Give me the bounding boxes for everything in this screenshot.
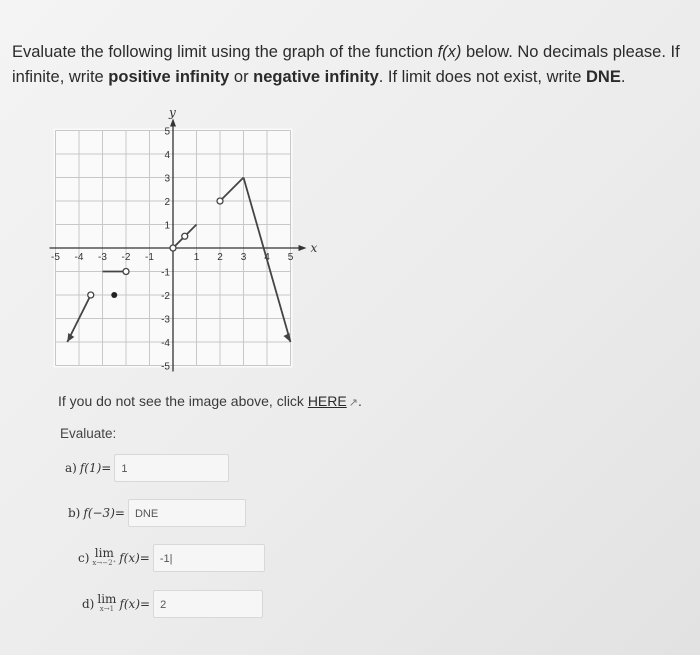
item-d bbox=[82, 590, 263, 618]
item-prefix: c) bbox=[78, 551, 90, 565]
question-part: below. No decimals please. If infinite, write bbox=[12, 43, 680, 86]
missing-image-notice bbox=[58, 393, 362, 409]
function-name: f(x) bbox=[437, 43, 462, 61]
x-tick-label: 4 bbox=[264, 252, 270, 263]
positive-infinity-term: positive infinity bbox=[108, 68, 230, 86]
x-axis-label: x bbox=[310, 241, 318, 255]
lim-subscript: x→−2⁺ bbox=[92, 559, 117, 567]
x-tick-label: -3 bbox=[98, 252, 107, 263]
external-link-icon: ↗ bbox=[348, 397, 358, 409]
item-a bbox=[65, 454, 229, 482]
open-point bbox=[88, 292, 94, 298]
y-tick-label: -1 bbox=[161, 267, 170, 279]
x-tick-label: 2 bbox=[217, 252, 223, 263]
x-tick-label: -1 bbox=[145, 252, 154, 263]
lim-symbol: lim bbox=[97, 592, 117, 606]
item-expression: f(x)= bbox=[119, 551, 150, 565]
x-axis-arrow bbox=[299, 245, 307, 251]
answer-field-a[interactable]: 1 bbox=[114, 454, 229, 482]
lim-symbol: lim bbox=[94, 546, 114, 560]
dne-term: DNE bbox=[586, 68, 621, 86]
item-prefix: d) bbox=[82, 597, 95, 611]
item-expression: f(−3)= bbox=[83, 506, 125, 520]
y-tick-label: 1 bbox=[164, 220, 170, 232]
x-tick-label: -4 bbox=[74, 252, 84, 263]
y-tick-label: -2 bbox=[161, 291, 170, 302]
item-b bbox=[68, 499, 246, 527]
y-axis-label: y bbox=[169, 105, 176, 120]
y-tick-label: 5 bbox=[164, 126, 170, 138]
notice-end: . bbox=[357, 393, 362, 409]
notice-text: If you do not see the image above, click bbox=[58, 393, 308, 409]
question-part: . If limit does not exist, write bbox=[378, 68, 586, 86]
item-prefix: a) bbox=[65, 461, 77, 475]
item-prefix: b) bbox=[68, 506, 81, 520]
function-graph bbox=[48, 98, 328, 378]
y-tick-label: 3 bbox=[164, 173, 170, 185]
x-tick-label: 3 bbox=[240, 252, 247, 263]
x-tick-label: -5 bbox=[51, 252, 60, 263]
closed-point bbox=[111, 292, 117, 298]
evaluate-label: Evaluate: bbox=[60, 426, 117, 441]
open-point bbox=[123, 269, 129, 275]
y-tick-label: -4 bbox=[161, 338, 170, 349]
x-tick-label: 5 bbox=[287, 252, 294, 263]
question-part: . bbox=[620, 68, 626, 86]
lim-subscript: x→1 bbox=[99, 605, 115, 613]
open-point bbox=[182, 233, 188, 239]
item-expression: f(x)= bbox=[119, 597, 151, 611]
answer-field-c[interactable]: -1| bbox=[153, 544, 265, 572]
y-axis-arrow bbox=[170, 119, 176, 127]
y-tick-label: -5 bbox=[161, 361, 170, 373]
question-text bbox=[12, 40, 700, 90]
negative-infinity-term: negative infinity bbox=[253, 68, 379, 86]
question-part: Evaluate the following limit using the graph of the function bbox=[12, 43, 438, 61]
x-tick-label: 1 bbox=[193, 252, 200, 263]
here-link[interactable]: HERE bbox=[307, 393, 347, 409]
x-tick-label: -2 bbox=[121, 252, 131, 263]
item-c bbox=[78, 544, 265, 572]
answer-field-d[interactable]: 2 bbox=[153, 590, 263, 618]
y-tick-label: 4 bbox=[164, 150, 170, 161]
open-point bbox=[170, 245, 176, 251]
answer-field-b[interactable]: DNE bbox=[128, 499, 246, 527]
y-tick-label: 2 bbox=[164, 197, 170, 208]
question-part: or bbox=[229, 68, 254, 86]
open-point bbox=[217, 198, 223, 204]
y-tick-label: -3 bbox=[161, 314, 170, 326]
item-expression: f(1)= bbox=[79, 461, 112, 475]
graph-svg bbox=[48, 98, 328, 378]
